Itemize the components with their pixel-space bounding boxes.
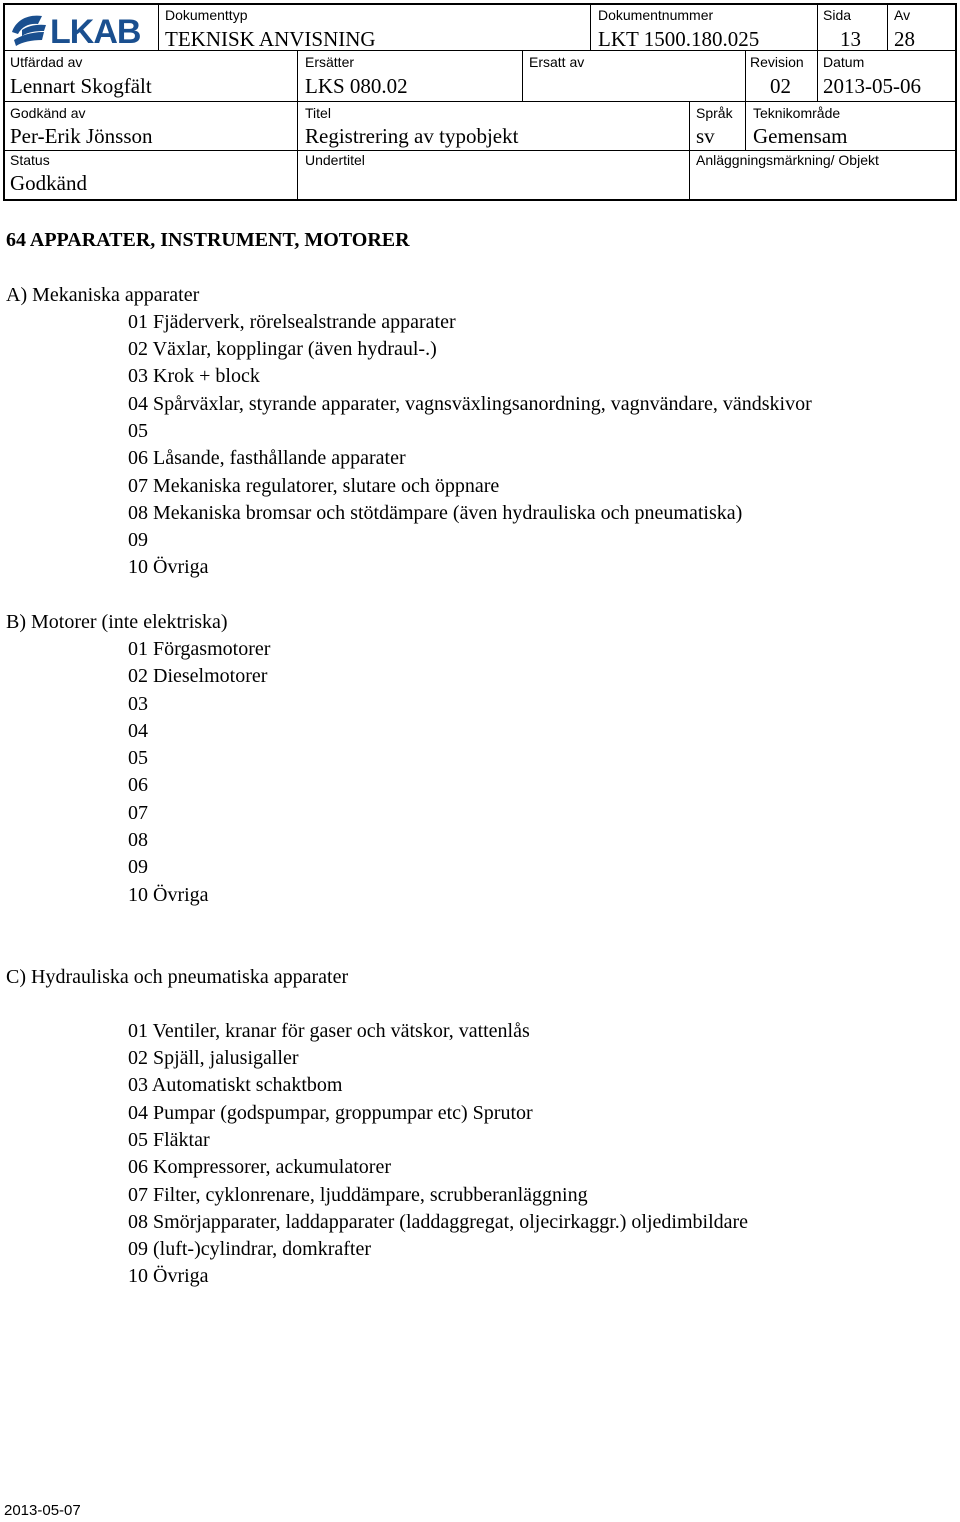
list-item: 05 [128,420,148,442]
list-item: 10 Övriga [128,884,209,906]
list-item: 06 Låsande, fasthållande apparater [128,447,406,469]
divider [3,50,957,51]
divider [590,3,591,50]
list-item: 06 Kompressorer, ackumulatorer [128,1156,391,1178]
footer-date: 2013-05-07 [4,1502,81,1519]
list-item: 01 Fjäderverk, rörelsealstrande apparater [128,311,456,333]
section-c-title: C) Hydrauliska och pneumatiska apparater [6,966,349,988]
dokumentnummer-value: LKT 1500.180.025 [598,27,760,51]
list-item: 08 [128,829,148,851]
undertitel-label: Undertitel [305,152,365,168]
teknikomrade-value: Gemensam [753,124,848,148]
divider [297,50,298,201]
lkab-logo [10,10,152,48]
list-item: 03 Krok + block [128,365,260,387]
dokumentnummer-label: Dokumentnummer [598,7,714,23]
divider [887,3,888,50]
list-item: 05 [128,747,148,769]
revision-label: Revision [750,54,804,70]
logo-text: LKAB [50,13,141,48]
divider [3,150,957,151]
section-heading: 64 APPARATER, INSTRUMENT, MOTORER [6,229,410,251]
status-value: Godkänd [10,171,87,195]
divider [817,3,818,101]
list-item: 04 [128,720,148,742]
list-item: 02 Spjäll, jalusigaller [128,1047,299,1069]
ersatter-label: Ersätter [305,54,355,70]
list-item: 08 Mekaniska bromsar och stötdämpare (även hydrauliska och pneumatiska) [128,502,743,524]
list-item: 02 Växlar, kopplingar (även hydraul-.) [128,338,437,360]
list-item: 04 Pumpar (godspumpar, groppumpar etc) Sprutor [128,1102,533,1124]
list-item: 09 [128,856,148,878]
section-b-title: B) Motorer (inte elektriska) [6,611,228,633]
list-item: 10 Övriga [128,1265,209,1287]
titel-value: Registrering av typobjekt [305,124,519,148]
list-item: 03 [128,693,148,715]
list-item: 01 Ventiler, kranar för gaser och vätskor, vattenlås [128,1020,530,1042]
divider [3,101,957,102]
utfardad-av-label: Utfärdad av [10,54,83,70]
dokumenttyp-label: Dokumenttyp [165,7,248,23]
list-item: 09 (luft-)cylindrar, domkrafter [128,1238,371,1260]
list-item: 04 Spårväxlar, styrande apparater, vagnsväxlingsanordning, vagnvändare, vändskivor [128,393,812,415]
list-item: 07 Mekaniska regulatorer, slutare och öppnare [128,475,500,497]
list-item: 01 Förgasmotorer [128,638,271,660]
list-item: 07 Filter, cyklonrenare, ljuddämpare, scrubberanläggning [128,1184,588,1206]
godkand-av-value: Per-Erik Jönsson [10,124,153,148]
teknikomrade-label: Teknikområde [753,105,841,121]
av-label: Av [894,7,911,23]
dokumenttyp-value: TEKNISK ANVISNING [165,27,376,51]
list-item: 08 Smörjapparater, laddapparater (laddaggregat, oljecirkaggr.) oljedimbildare [128,1211,749,1233]
list-item: 05 Fläktar [128,1129,210,1151]
divider [158,3,159,50]
sprak-label: Språk [696,105,733,121]
datum-label: Datum [823,54,865,70]
anlaggningsmarkning-label: Anläggningsmärkning/ Objekt [696,152,879,168]
titel-label: Titel [305,105,331,121]
divider [522,50,523,101]
list-item: 07 [128,802,148,824]
godkand-av-label: Godkänd av [10,105,86,121]
utfardad-av-value: Lennart Skogfält [10,74,152,98]
list-item: 06 [128,774,148,796]
datum-value: 2013-05-06 [823,74,921,98]
section-a-title: A) Mekaniska apparater [6,284,200,306]
sprak-value: sv [696,124,715,148]
list-item: 02 Dieselmotorer [128,665,268,687]
av-value: 28 [894,27,915,51]
list-item: 10 Övriga [128,556,209,578]
divider [689,101,690,201]
sida-label: Sida [823,7,852,23]
sida-value: 13 [840,27,861,51]
list-item: 03 Automatiskt schaktbom [128,1074,343,1096]
ersatter-value: LKS 080.02 [305,74,408,98]
ersatt-av-label: Ersatt av [529,54,585,70]
list-item: 09 [128,529,148,551]
revision-value: 02 [770,74,791,98]
status-label: Status [10,152,50,168]
